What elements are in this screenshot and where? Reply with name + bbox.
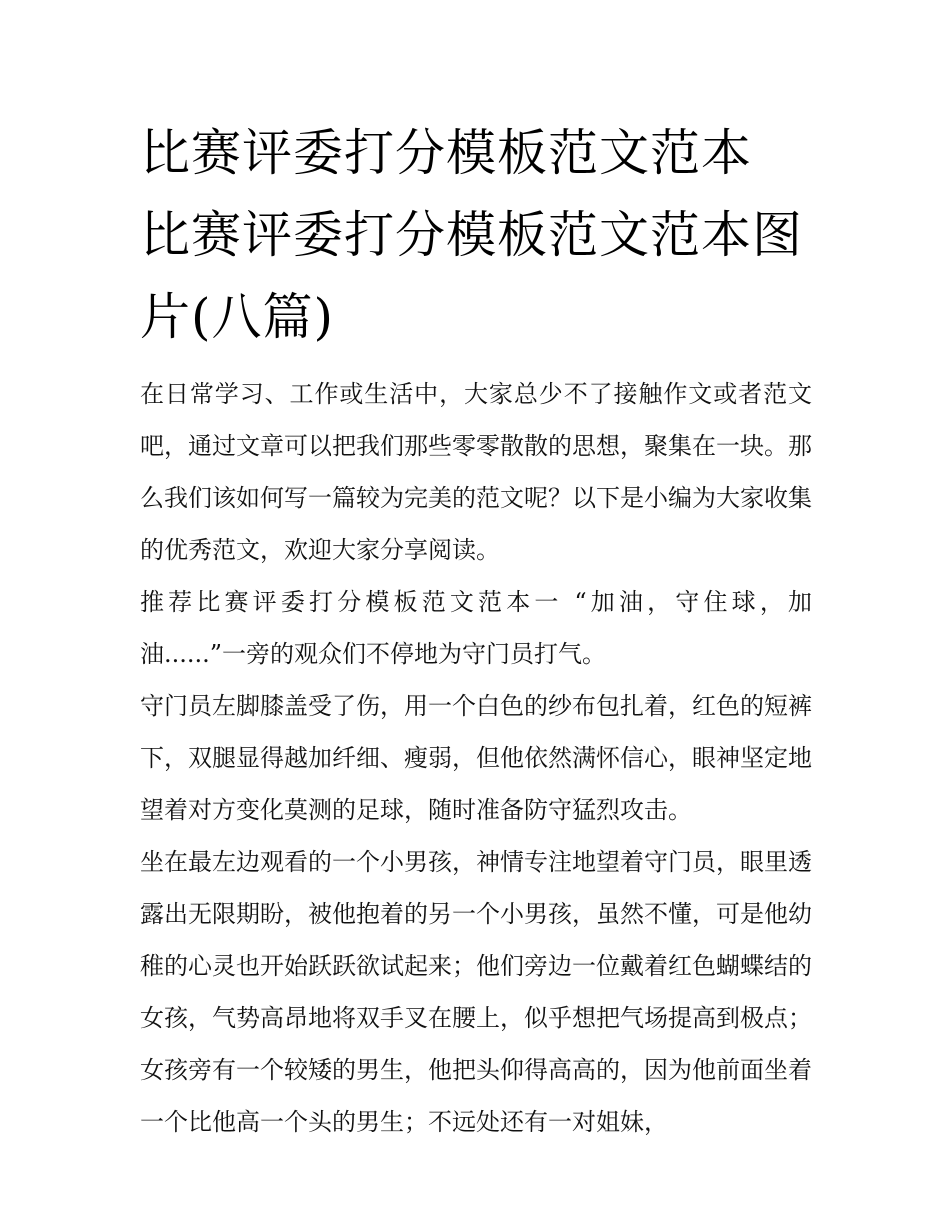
document-page <box>140 112 812 1148</box>
intro-paragraph: 在日常学习、工作或生活中，大家总少不了接触作文或者范文吧，通过文章可以把我们那些零零散散的思想，聚集在一块。那么我们该如何写一篇较为完美的范文呢？以下是小编为大家收集的优秀范文，欢迎大家分享阅读。 <box>140 380 812 564</box>
spectators-paragraph: 坐在最左边观看的一个小男孩，神情专注地望着守门员，眼里透露出无限期盼，被他抱着的另一个小男孩，虽然不懂，可是他幼稚的心灵也开始跃跃欲试起来；他们旁边一位戴着红色蝴蝶结的女孩，气势高昂地将双手叉在腰上，似乎想把气场提高到极点；女孩旁有一个较矮的男生，他把头仰得高高的，因为他前面坐着一个比他高一个头的男生；不远处还有一对姐妹， <box>140 848 812 1136</box>
goalkeeper-paragraph: 守门员左脚膝盖受了伤，用一个白色的纱布包扎着，红色的短裤下，双腿显得越加纤细、瘦弱，但他依然满怀信心，眼神坚定地望着对方变化莫测的足球，随时准备防守猛烈攻击。 <box>140 692 812 824</box>
essay-one-opening-paragraph: 推荐比赛评委打分模板范文范本一 “加油，守住球，加油......”一旁的观众们不停地为守门员打气。 <box>140 588 812 668</box>
document-title: 比赛评委打分模板范文范本 比赛评委打分模板范文范本图片(八篇) <box>140 124 803 346</box>
